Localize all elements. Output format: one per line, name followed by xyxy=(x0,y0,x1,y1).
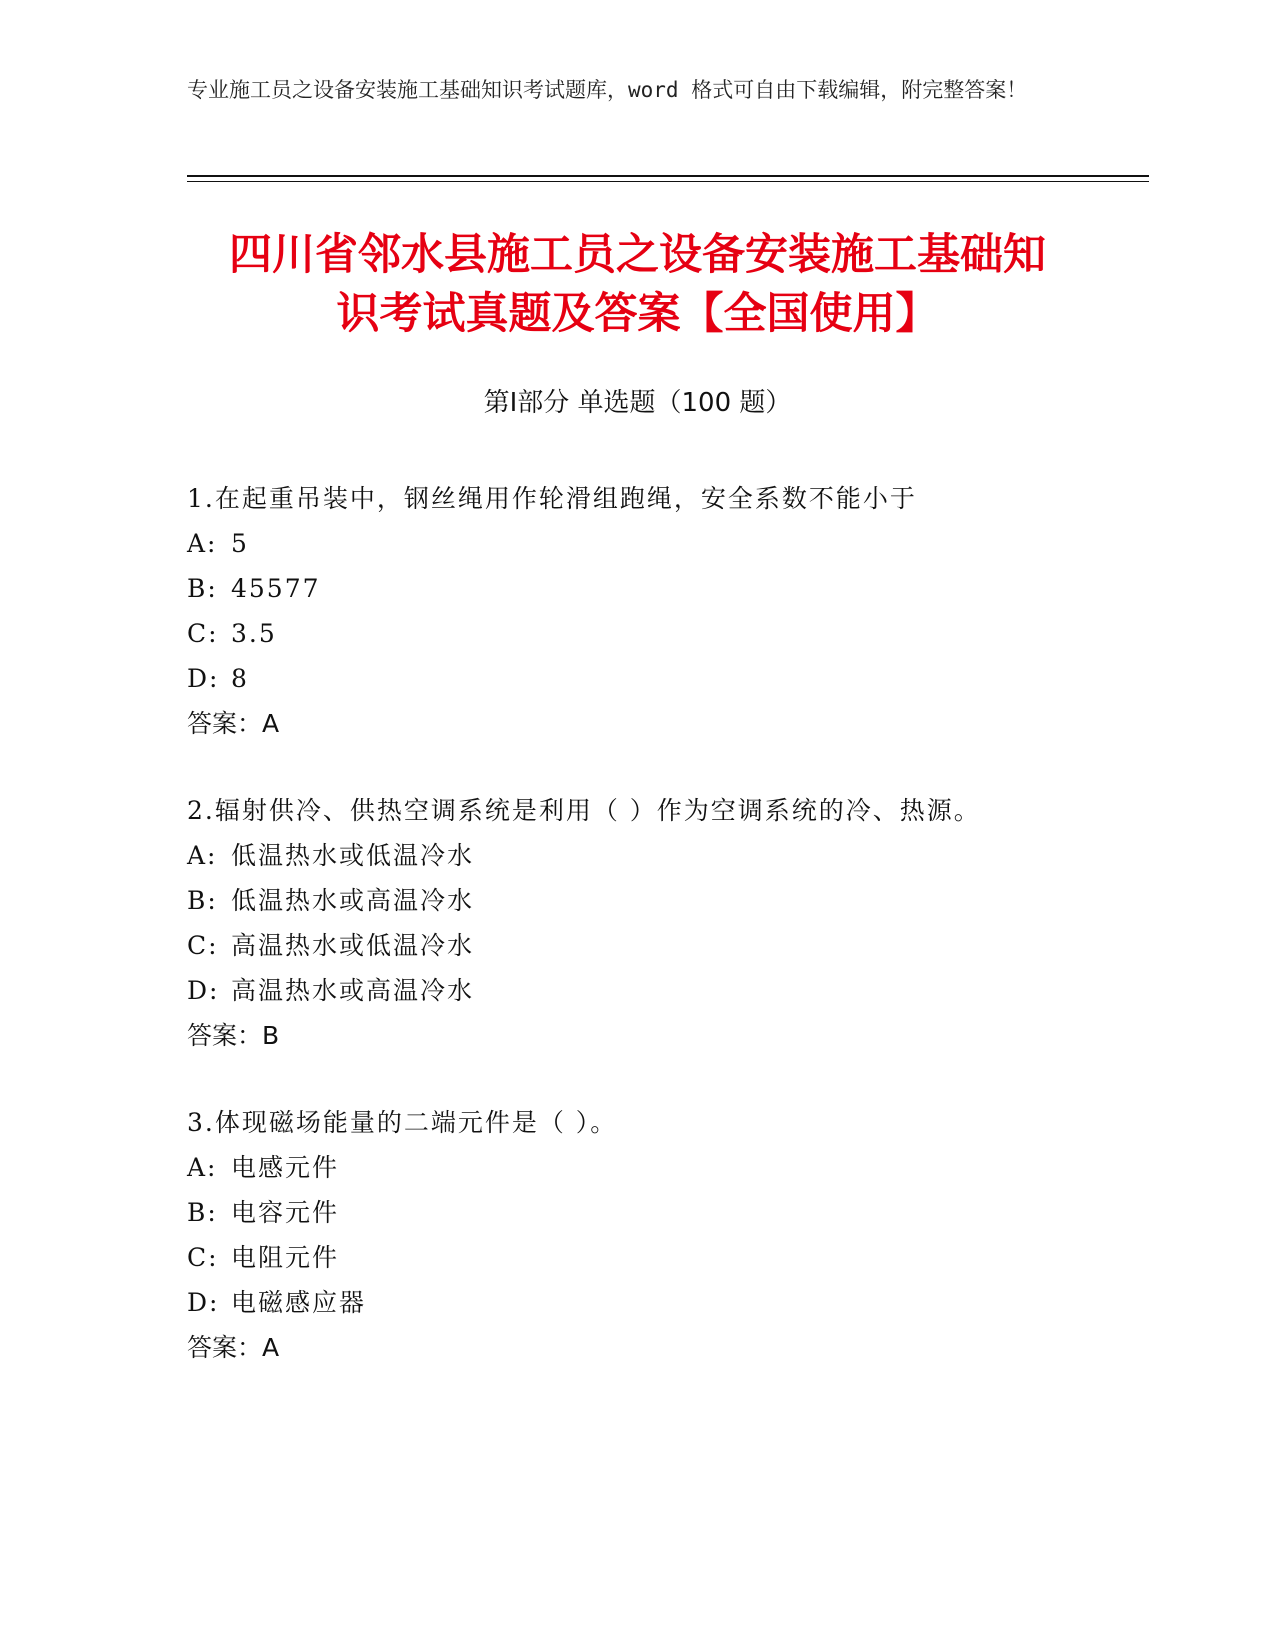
option-a xyxy=(187,833,1147,878)
option-text: 3.5 xyxy=(231,619,277,648)
option-letter: B: xyxy=(187,574,218,603)
option-text: 电阻元件 xyxy=(231,1243,340,1272)
option-b xyxy=(187,878,1147,923)
question-list xyxy=(187,476,1147,1370)
title-line-2: 识考试真题及答案【全国使用】 xyxy=(336,289,939,339)
option-text: 电容元件 xyxy=(231,1198,340,1227)
answer-text: 答案：A xyxy=(187,1333,280,1362)
option-letter: A: xyxy=(187,529,218,558)
option-c xyxy=(187,923,1147,968)
option-d xyxy=(187,1280,1147,1325)
option-letter: C: xyxy=(187,931,219,960)
section-title: 第Ⅰ部分 单选题（100 题） xyxy=(483,388,792,418)
option-letter: C: xyxy=(187,1243,219,1272)
option-b xyxy=(187,566,1147,611)
title-line-1: 四川省邻水县施工员之设备安装施工基础知 xyxy=(229,230,1046,280)
question-stem: 2.辐射供冷、供热空调系统是利用（ ）作为空调系统的冷、热源。 xyxy=(187,796,981,825)
option-text: 低温热水或高温冷水 xyxy=(231,886,475,915)
document-title xyxy=(130,226,1145,344)
header-note: 专业施工员之设备安装施工基础知识考试题库，word 格式可自由下载编辑，附完整答案！ xyxy=(187,78,1028,102)
answer-text: 答案：B xyxy=(187,1021,280,1050)
option-letter: D: xyxy=(187,976,220,1005)
header-divider-thin xyxy=(187,181,1149,182)
option-text: 电感元件 xyxy=(231,1153,340,1182)
answer-text: 答案：A xyxy=(187,709,280,738)
option-letter: C: xyxy=(187,619,219,648)
question-item xyxy=(187,476,1147,746)
option-a xyxy=(187,521,1147,566)
question-stem: 3.体现磁场能量的二端元件是（ ）。 xyxy=(187,1108,618,1137)
option-text: 电磁感应器 xyxy=(231,1288,367,1317)
option-text: 高温热水或低温冷水 xyxy=(231,931,475,960)
question-stem: 1.在起重吊装中，钢丝绳用作轮滑组跑绳，安全系数不能小于 xyxy=(187,484,917,513)
option-letter: A: xyxy=(187,841,218,870)
option-letter: D: xyxy=(187,1288,220,1317)
option-d xyxy=(187,968,1147,1013)
option-d xyxy=(187,656,1147,701)
option-b xyxy=(187,1190,1147,1235)
option-text: 8 xyxy=(231,664,249,693)
option-letter: B: xyxy=(187,1198,218,1227)
option-letter: B: xyxy=(187,886,218,915)
option-letter: A: xyxy=(187,1153,218,1182)
question-item xyxy=(187,1100,1147,1370)
question-item xyxy=(187,788,1147,1058)
option-c xyxy=(187,1235,1147,1280)
option-a xyxy=(187,1145,1147,1190)
option-text: 5 xyxy=(231,529,249,558)
header-divider-thick xyxy=(187,175,1149,177)
option-text: 45577 xyxy=(231,574,321,603)
option-text: 低温热水或低温冷水 xyxy=(231,841,475,870)
option-c xyxy=(187,611,1147,656)
option-letter: D: xyxy=(187,664,220,693)
option-text: 高温热水或高温冷水 xyxy=(231,976,475,1005)
